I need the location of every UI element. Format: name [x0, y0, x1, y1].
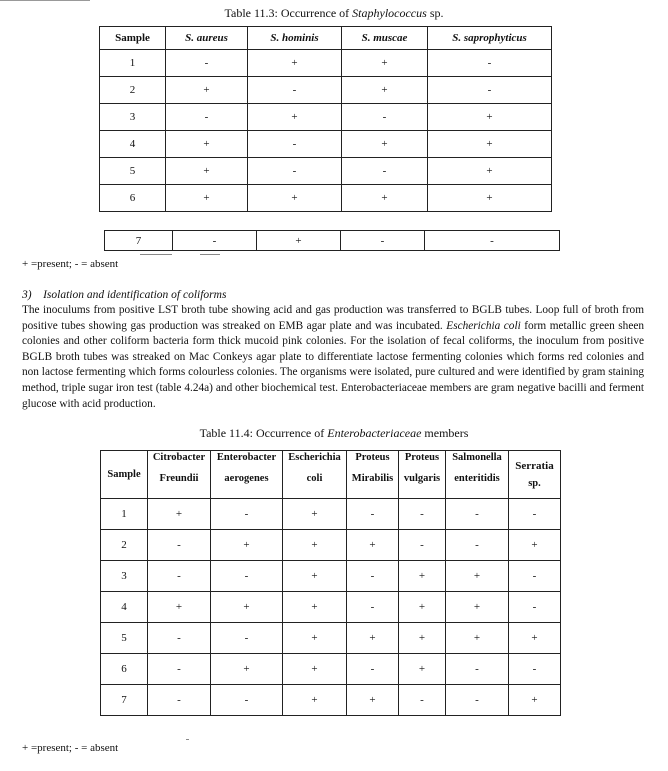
result-cell: + — [428, 104, 552, 131]
table1-row7 — [104, 230, 560, 251]
result-cell: - — [446, 685, 509, 716]
table-row — [100, 77, 552, 104]
sample-cell: 3 — [100, 104, 166, 131]
table2-caption — [0, 426, 668, 441]
table2-legend: + =present; - = absent — [22, 742, 119, 754]
result-cell: + — [211, 530, 283, 561]
table2-header-row — [101, 451, 561, 499]
result-cell: + — [399, 592, 446, 623]
result-cell: + — [446, 592, 509, 623]
species-label: Mirabilis — [351, 473, 394, 484]
result-cell: - — [509, 561, 561, 592]
sample-cell: 4 — [100, 131, 166, 158]
table-row — [101, 561, 561, 592]
result-cell: - — [347, 499, 399, 530]
result-cell: + — [509, 623, 561, 654]
top-rule — [0, 0, 90, 1]
result-cell: + — [283, 685, 347, 716]
result-cell: - — [148, 561, 211, 592]
result-cell: - — [248, 131, 342, 158]
result-cell: - — [166, 50, 248, 77]
table1-row7-cell: - — [425, 231, 560, 251]
table1-header-row — [100, 27, 552, 50]
result-cell: + — [446, 623, 509, 654]
table-row — [100, 185, 552, 212]
genus-label: Serratia — [515, 460, 554, 472]
genus-label: Citrobacter — [152, 452, 206, 463]
result-cell: - — [166, 104, 248, 131]
result-cell: + — [509, 685, 561, 716]
genus-label: Proteus — [355, 452, 390, 463]
table1-row7-cell: - — [341, 231, 425, 251]
species-label: Freundii — [159, 473, 199, 484]
result-cell: + — [283, 530, 347, 561]
result-cell: + — [446, 561, 509, 592]
sample-cell: 6 — [100, 185, 166, 212]
species-label: sp. — [528, 478, 541, 489]
result-cell: - — [148, 654, 211, 685]
sample-cell: 5 — [100, 158, 166, 185]
table-row — [101, 530, 561, 561]
result-cell: + — [342, 77, 428, 104]
sample-cell: 5 — [101, 623, 148, 654]
result-cell: - — [347, 592, 399, 623]
table2-header-enterobacter — [211, 451, 283, 499]
table2-header-proteus-mirabilis — [347, 451, 399, 499]
result-cell: - — [148, 623, 211, 654]
result-cell: + — [166, 131, 248, 158]
result-cell: + — [347, 685, 399, 716]
table1-legend: + =present; - = absent — [22, 258, 119, 270]
result-cell: - — [446, 654, 509, 685]
result-cell: - — [509, 592, 561, 623]
table1-caption-prefix: Table 11.3: Occurrence of — [224, 6, 353, 20]
table1-header-s-muscae: S. muscae — [342, 27, 428, 50]
result-cell: - — [342, 104, 428, 131]
result-cell: + — [248, 185, 342, 212]
result-cell: - — [211, 685, 283, 716]
sample-cell: 4 — [101, 592, 148, 623]
result-cell: - — [446, 499, 509, 530]
table2-header-citrobacter — [148, 451, 211, 499]
sample-cell: 2 — [100, 77, 166, 104]
result-cell: - — [428, 77, 552, 104]
sample-cell: 1 — [100, 50, 166, 77]
result-cell: - — [342, 158, 428, 185]
table-row — [101, 592, 561, 623]
table2-caption-suffix: members — [421, 426, 469, 440]
table-row — [101, 499, 561, 530]
result-cell: + — [283, 592, 347, 623]
table1-header-s-aureus: S. aureus — [166, 27, 248, 50]
genus-label: Proteus — [404, 452, 440, 463]
table1-header-s-saprophyticus: S. saprophyticus — [428, 27, 552, 50]
table2-header-proteus-vulgaris — [399, 451, 446, 499]
table1-row7-cell: 7 — [105, 231, 173, 251]
result-cell: + — [166, 158, 248, 185]
genus-label: Salmonella — [452, 452, 502, 463]
result-cell: + — [347, 530, 399, 561]
result-cell: + — [347, 623, 399, 654]
table1-caption-italic: Staphylococcus — [352, 6, 427, 20]
species-label: enteritidis — [454, 473, 500, 484]
table1-caption-suffix: sp. — [426, 6, 444, 20]
result-cell: - — [211, 499, 283, 530]
table-row — [100, 158, 552, 185]
table2-caption-italic: Enterobacteriaceae — [327, 426, 422, 440]
sample-cell: 2 — [101, 530, 148, 561]
paragraph-italic-organism: Escherichia coli — [446, 319, 521, 332]
result-cell: + — [283, 654, 347, 685]
genus-label: Escherichia — [288, 452, 341, 463]
result-cell: - — [211, 561, 283, 592]
table1-row7-cell: - — [173, 231, 257, 251]
species-label: coli — [306, 473, 323, 484]
table-row — [100, 131, 552, 158]
result-cell: + — [399, 561, 446, 592]
result-cell: + — [342, 131, 428, 158]
paragraph-text: form metallic green sheen colonies and other coliform bacteria form thick mucoid pink colonies. For the isolation of fecal coliforms, the inoculum from positive BGLB broth tubes was streaked on Mac Conkeys agar plate to differentiate lactose fermenting colonies which forms red colonies and non lactose fermenting which forms colourless colonies. The organisms were isolated, pure cultured and were identified by gram staining method, triple sugar iron test (table 4.24a) and other biochemical test. Enterobacteriaceae members are gram negative bacilli and ferment glucose with acid production. — [22, 319, 644, 410]
table-row — [105, 231, 560, 251]
result-cell: + — [166, 185, 248, 212]
sample-cell: 3 — [101, 561, 148, 592]
table2-header-serratia — [509, 451, 561, 499]
result-cell: - — [248, 77, 342, 104]
result-cell: + — [428, 158, 552, 185]
stray-dash-mark — [140, 254, 172, 255]
table-row — [101, 685, 561, 716]
table-row — [100, 50, 552, 77]
result-cell: - — [347, 561, 399, 592]
result-cell: + — [283, 561, 347, 592]
result-cell: - — [509, 654, 561, 685]
sample-cell: 1 — [101, 499, 148, 530]
result-cell: - — [347, 654, 399, 685]
species-label: vulgaris — [403, 473, 441, 484]
table2-header-sample: Sample — [101, 451, 148, 499]
result-cell: - — [211, 623, 283, 654]
result-cell: + — [283, 623, 347, 654]
sample-cell: 6 — [101, 654, 148, 685]
stray-dash-mark — [186, 739, 189, 740]
result-cell: + — [148, 499, 211, 530]
result-cell: + — [399, 654, 446, 685]
result-cell: - — [248, 158, 342, 185]
result-cell: + — [166, 77, 248, 104]
species-label: aerogenes — [224, 473, 269, 484]
result-cell: - — [399, 499, 446, 530]
table1-header-sample: Sample — [100, 27, 166, 50]
result-cell: - — [148, 530, 211, 561]
table2-caption-prefix: Table 11.4: Occurrence of — [199, 426, 328, 440]
table1-caption — [0, 6, 668, 21]
result-cell: - — [446, 530, 509, 561]
section-paragraph — [22, 303, 644, 412]
result-cell: + — [342, 185, 428, 212]
table-row — [100, 104, 552, 131]
result-cell: + — [428, 185, 552, 212]
genus-label: Enterobacter — [216, 452, 277, 463]
paragraph-text: The inoculums from positive LST broth tube showing acid and gas production was transferred to BGLB tubes. Loop full of broth from positive tubes showing gas production was streaked on EMB agar plate and was incubated. — [22, 304, 644, 332]
table2-header-salmonella — [446, 451, 509, 499]
result-cell: + — [148, 592, 211, 623]
result-cell: + — [428, 131, 552, 158]
result-cell: + — [248, 104, 342, 131]
table1 — [99, 26, 552, 212]
table-row — [101, 654, 561, 685]
result-cell: - — [399, 530, 446, 561]
result-cell: - — [148, 685, 211, 716]
result-cell: + — [248, 50, 342, 77]
result-cell: + — [211, 592, 283, 623]
result-cell: + — [509, 530, 561, 561]
result-cell: - — [509, 499, 561, 530]
sample-cell: 7 — [101, 685, 148, 716]
result-cell: + — [399, 623, 446, 654]
table2 — [100, 450, 561, 716]
table-row — [101, 623, 561, 654]
result-cell: - — [399, 685, 446, 716]
section-heading: 3) Isolation and identification of coliforms — [22, 289, 227, 301]
table1-header-s-hominis: S. hominis — [248, 27, 342, 50]
result-cell: + — [211, 654, 283, 685]
stray-dash-mark — [200, 254, 220, 255]
table2-header-escherichia — [283, 451, 347, 499]
table1-row7-cell: + — [257, 231, 341, 251]
result-cell: - — [428, 50, 552, 77]
result-cell: + — [342, 50, 428, 77]
result-cell: + — [283, 499, 347, 530]
